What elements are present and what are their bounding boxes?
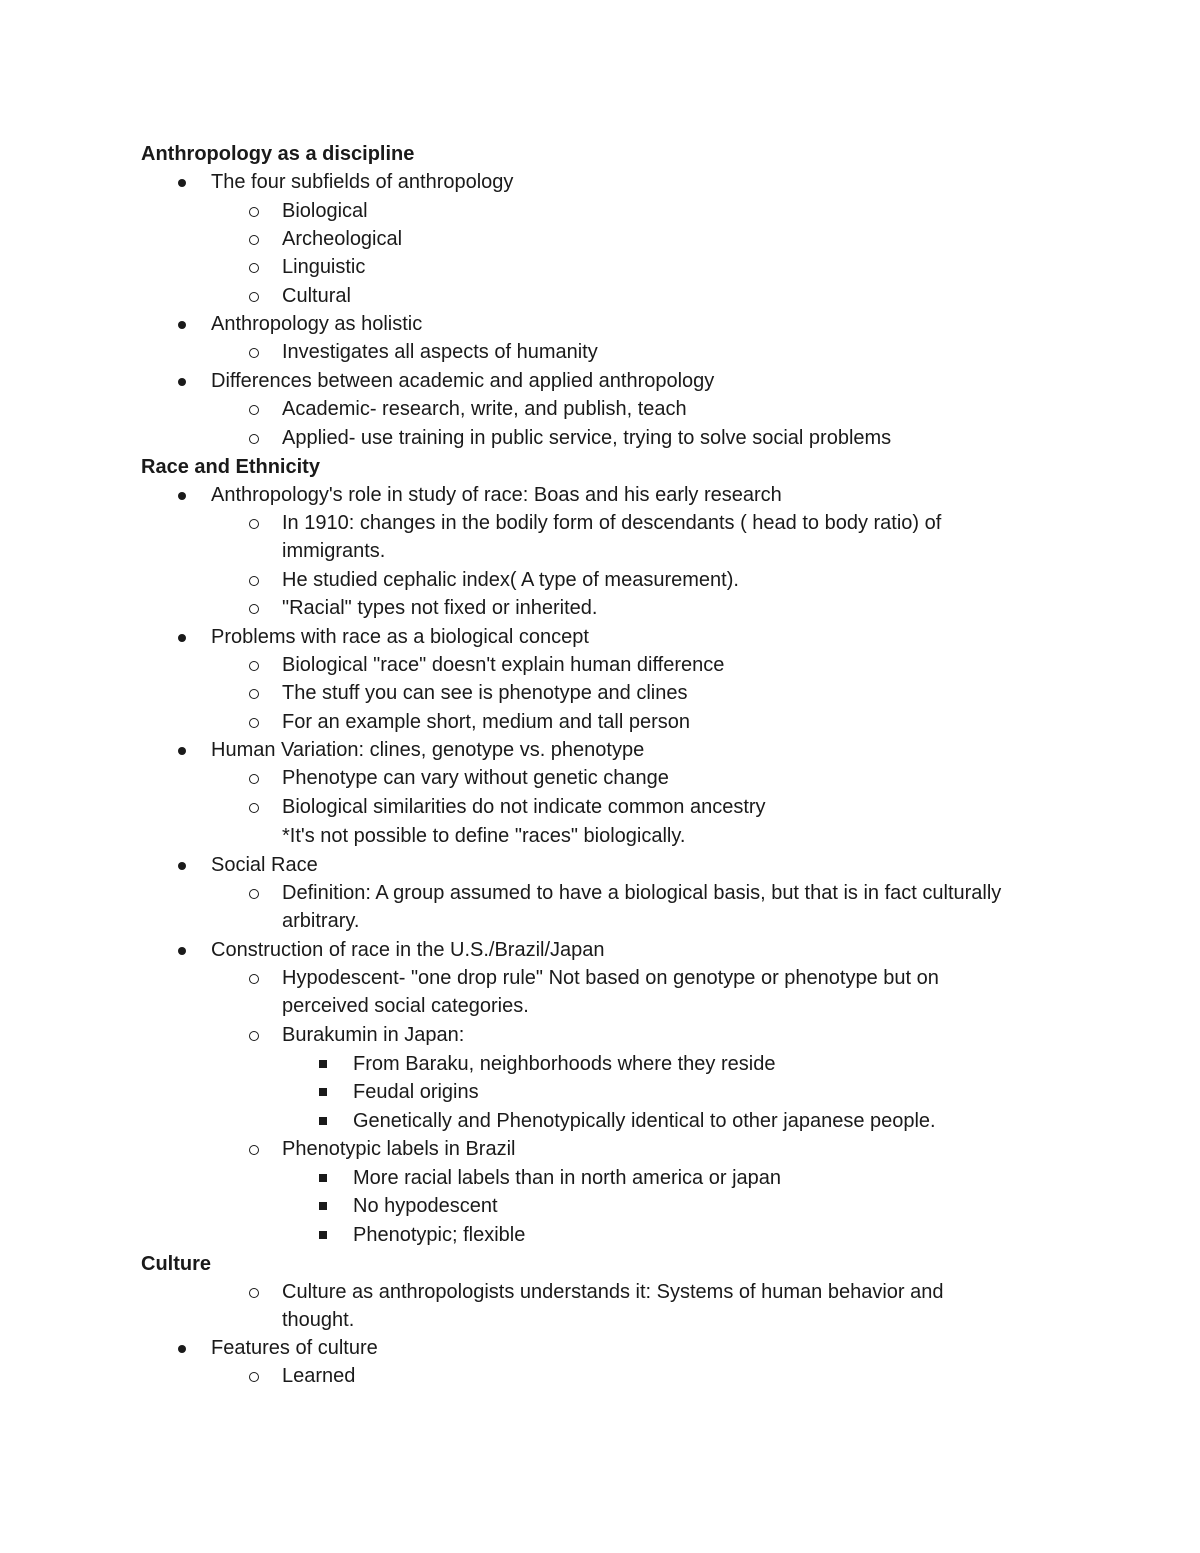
list-item: Culture as anthropologists understands it: Systems of human behavior and: [282, 1281, 944, 1303]
list-item: The four subfields of anthropology: [211, 171, 514, 193]
list-item: Genetically and Phenotypically identical to other japanese people.: [353, 1110, 936, 1132]
list-item: Phenotypic labels in Brazil: [282, 1138, 516, 1160]
bullet-circle-icon: [249, 292, 259, 302]
bullet-circle-icon: [249, 604, 259, 614]
list-item: More racial labels than in north america or japan: [353, 1167, 781, 1189]
bullet-circle-icon: [249, 803, 259, 813]
list-item: He studied cephalic index( A type of measurement).: [282, 569, 739, 591]
list-item: Phenotype can vary without genetic change: [282, 767, 669, 789]
list-item: Biological similarities do not indicate common ancestry: [282, 796, 766, 818]
bullet-circle-icon: [249, 774, 259, 784]
bullet-disc-icon: [178, 947, 186, 955]
bullet-circle-icon: [249, 1372, 259, 1382]
bullet-square-icon: [319, 1202, 327, 1210]
bullet-square-icon: [319, 1117, 327, 1125]
bullet-square-icon: [319, 1231, 327, 1239]
list-item-continuation: thought.: [282, 1309, 355, 1331]
list-item: For an example short, medium and tall person: [282, 711, 690, 733]
list-item: Learned: [282, 1365, 356, 1387]
list-item: Features of culture: [211, 1337, 378, 1359]
list-item: The stuff you can see is phenotype and clines: [282, 682, 688, 704]
bullet-circle-icon: [249, 1288, 259, 1298]
list-item: Investigates all aspects of humanity: [282, 341, 598, 363]
list-item-continuation: arbitrary.: [282, 910, 360, 932]
list-item: "Racial" types not fixed or inherited.: [282, 597, 598, 619]
heading-culture: Culture: [141, 1253, 211, 1275]
list-item: Construction of race in the U.S./Brazil/Japan: [211, 939, 605, 961]
list-item: Hypodescent- "one drop rule" Not based on genotype or phenotype but on: [282, 967, 939, 989]
list-item: Feudal origins: [353, 1081, 479, 1103]
bullet-circle-icon: [249, 576, 259, 586]
list-item: Anthropology's role in study of race: Boas and his early research: [211, 484, 782, 506]
list-item: Differences between academic and applied anthropology: [211, 370, 715, 392]
heading-race-ethnicity: Race and Ethnicity: [141, 456, 320, 478]
list-item-continuation: perceived social categories.: [282, 995, 529, 1017]
bullet-disc-icon: [178, 378, 186, 386]
list-item: Biological: [282, 200, 368, 222]
list-item: From Baraku, neighborhoods where they reside: [353, 1053, 776, 1075]
bullet-circle-icon: [249, 689, 259, 699]
bullet-circle-icon: [249, 434, 259, 444]
bullet-circle-icon: [249, 661, 259, 671]
bullet-disc-icon: [178, 321, 186, 329]
bullet-circle-icon: [249, 405, 259, 415]
bullet-disc-icon: [178, 862, 186, 870]
list-item: No hypodescent: [353, 1195, 498, 1217]
list-item: Phenotypic; flexible: [353, 1224, 526, 1246]
list-item: Academic- research, write, and publish, teach: [282, 398, 687, 420]
bullet-disc-icon: [178, 492, 186, 500]
bullet-circle-icon: [249, 718, 259, 728]
bullet-disc-icon: [178, 179, 186, 187]
bullet-disc-icon: [178, 747, 186, 755]
list-item-note: *It's not possible to define "races" biologically.: [282, 825, 686, 847]
bullet-square-icon: [319, 1060, 327, 1068]
bullet-circle-icon: [249, 263, 259, 273]
list-item: Biological "race" doesn't explain human difference: [282, 654, 725, 676]
bullet-circle-icon: [249, 207, 259, 217]
list-item: Applied- use training in public service, trying to solve social problems: [282, 427, 892, 449]
list-item: Problems with race as a biological concept: [211, 626, 589, 648]
heading-anthropology-discipline: Anthropology as a discipline: [141, 143, 415, 165]
bullet-square-icon: [319, 1174, 327, 1182]
list-item: Burakumin in Japan:: [282, 1024, 465, 1046]
list-item: Human Variation: clines, genotype vs. phenotype: [211, 739, 645, 761]
list-item: Social Race: [211, 854, 318, 876]
bullet-circle-icon: [249, 889, 259, 899]
bullet-square-icon: [319, 1088, 327, 1096]
bullet-circle-icon: [249, 348, 259, 358]
bullet-circle-icon: [249, 1145, 259, 1155]
bullet-circle-icon: [249, 235, 259, 245]
list-item: In 1910: changes in the bodily form of descendants ( head to body ratio) of: [282, 512, 942, 534]
list-item: Definition: A group assumed to have a biological basis, but that is in fact culturally: [282, 882, 1002, 904]
list-item-continuation: immigrants.: [282, 540, 386, 562]
bullet-circle-icon: [249, 1031, 259, 1041]
list-item: Cultural: [282, 285, 351, 307]
list-item: Anthropology as holistic: [211, 313, 423, 335]
list-item: Archeological: [282, 228, 403, 250]
bullet-disc-icon: [178, 1345, 186, 1353]
bullet-disc-icon: [178, 634, 186, 642]
bullet-circle-icon: [249, 974, 259, 984]
list-item: Linguistic: [282, 256, 366, 278]
bullet-circle-icon: [249, 519, 259, 529]
